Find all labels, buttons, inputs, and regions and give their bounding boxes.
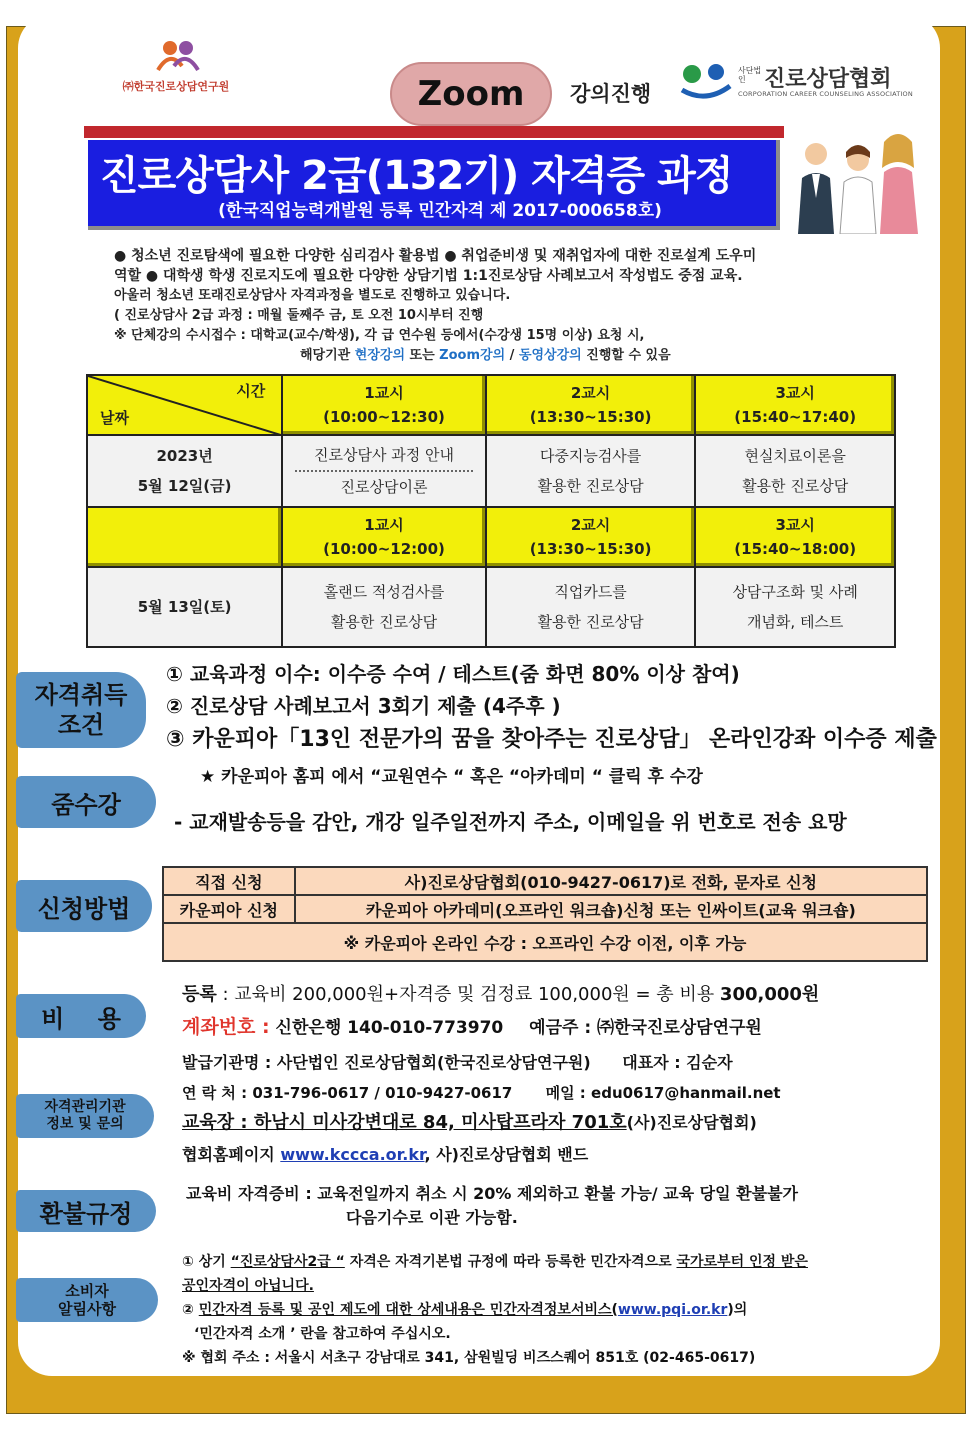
ceo-name: 대표자 : 김순자 (622, 1053, 733, 1072)
intro-line: ( 진로상담사 2급 과정 : 매월 둘째주 금, 토 오전 10시부터 진행 (114, 308, 484, 323)
session-line: 홀랜드 적성검사를 (323, 583, 445, 601)
right-logo (678, 60, 918, 108)
homepage-info (182, 1142, 588, 1165)
refund-line: 다음기수로 이관 가능함. (346, 1208, 518, 1227)
issuer-name: 발급기관명 : 사단법인 진로상담협회(한국진로상담연구원) (182, 1053, 591, 1072)
section-refund-label: 환불규정 (16, 1190, 156, 1232)
venue-address: 교육장 : 하남시 미사강변대로 84, 미사탑프라자 701호 (182, 1112, 627, 1133)
section-zoom-label: 줌수강 (16, 776, 156, 828)
period-name: 1교시 (364, 516, 404, 534)
period-header (486, 507, 696, 567)
zoom-shipping-note: - 교재발송등을 감안, 개강 일주일전까지 주소, 이메일을 위 번호로 전송 요망 (174, 810, 847, 834)
apply-table (162, 866, 928, 962)
notice-address: ※ 협회 주소 : 서울시 서초구 강남대로 341, 삼원빌딩 비즈스퀘어 851호 (02-465-0617) (182, 1350, 756, 1366)
apply-method-label: 카운피아 신청 (163, 895, 295, 923)
people-illustration-icon (786, 128, 928, 234)
session-cell (695, 567, 895, 647)
session-line: 활용한 진로상담 (742, 477, 849, 495)
pill-line: 정보 및 문의 (46, 1116, 124, 1132)
option-zoom: Zoom강의 (439, 348, 506, 363)
date-day: 5월 13일(토) (137, 598, 232, 616)
session-line: 진로상담사 과정 안내 (314, 446, 454, 464)
section-apply-label: 신청방법 (16, 880, 152, 932)
refund-policy (186, 1182, 798, 1230)
period-header (695, 375, 895, 435)
notice-text: )의 (727, 1302, 748, 1318)
section-contact-label (16, 1094, 154, 1138)
notice-text: 자격은 자격기본법 규정에 따라 등록한 민간자격으로 (344, 1254, 677, 1270)
corner-date-label: 날짜 (100, 409, 129, 427)
intro-text-part: 해당기관 (300, 348, 355, 363)
period-name: 3교시 (775, 516, 815, 534)
left-logo-name: ㈜한국진로상담연구원 (122, 80, 230, 93)
people-circle-logo-icon (152, 36, 204, 76)
session-cell (282, 567, 486, 647)
intro-text (114, 246, 914, 366)
apply-online-note: ※ 카운피아 온라인 수강 : 오프라인 수강 이전, 이후 가능 (163, 923, 927, 961)
requirement-1: ① 교육과정 이수: 이수증 수여 / 테스트(줌 화면 80% 이상 참여) (166, 662, 740, 686)
schedule-day2-row (87, 567, 895, 647)
schedule-day1-row (87, 435, 895, 507)
pill-line: 알림사항 (58, 1300, 116, 1318)
homepage-link[interactable]: www.kccca.or.kr (280, 1145, 425, 1164)
section-consumer-label (16, 1278, 158, 1322)
account-label: 계좌번호 : (182, 1016, 270, 1038)
session-line: 현실치료이론을 (744, 447, 846, 465)
notice-course-name: “진로상담사2급 “ (230, 1254, 345, 1270)
section-cost-label: 비 용 (16, 994, 146, 1038)
intro-line: 역할 ● 대학생 학생 진로지도에 필요한 다양한 상담기법 1:1진로상담 사례보고서 작성법도 중점 교육. (114, 268, 743, 284)
pill-line: 조건 (57, 711, 105, 739)
period-header (695, 507, 895, 567)
right-logo-prefix: 사단법인 (738, 66, 762, 84)
contact-email[interactable]: 메일 : edu0617@hanmail.net (545, 1084, 781, 1102)
session-line: 개념화, 테스트 (746, 613, 844, 631)
session-line: 활용한 진로상담 (537, 613, 644, 631)
apply-method-value: 카운피아 아카데미(오프라인 워크숍)신청 또는 인싸이트(교육 워크숍) (295, 895, 927, 923)
registration-cost (182, 980, 819, 1006)
empty-header-cell (87, 507, 282, 567)
period-name: 2교시 (570, 516, 611, 534)
notice-line (182, 1250, 926, 1274)
intro-text-part: 진행할 수 있음 (581, 348, 671, 363)
title-red-strip (84, 126, 784, 138)
course-title: 진로상담사 2급(132기) 자격증 과정 (100, 153, 733, 199)
date-cell (87, 567, 282, 647)
date-day: 5월 12일(금) (137, 477, 232, 495)
session-cell (486, 435, 696, 507)
session-line: 상담구조화 및 사례 (732, 583, 858, 601)
schedule-header-row (87, 375, 895, 435)
notice-line (182, 1298, 926, 1322)
lecture-mode-label: 강의진행 (570, 82, 652, 106)
account-value: 신한은행 140-010-773970 (269, 1018, 504, 1038)
course-registration: (한국직업능력개발원 등록 민간자격 제 2017-000658호) (218, 201, 662, 221)
period-header (282, 375, 486, 435)
session-line: 다중지능검사를 (539, 447, 642, 465)
requirement-3: ③ 카운피아「13인 전문가의 꿈을 찾아주는 진로상담」 온라인강좌 이수증 제출 (166, 727, 937, 752)
session-cell (282, 435, 486, 507)
period-time: (13:30~15:30) (529, 540, 652, 558)
notice-underlined: 민간자격 등록 및 공인 제도에 대한 상세내용은 민간자격정보서비스( (198, 1302, 618, 1318)
period-header (282, 507, 486, 567)
period-time: (10:00~12:00) (323, 540, 445, 558)
right-logo-name: 진로상담협회 (764, 67, 892, 92)
period-header (486, 375, 696, 435)
session-line: 진로상담이론 (295, 470, 473, 502)
registration-detail: : 교육비 200,000원+자격증 및 검정료 100,000원 = 총 비용 (216, 984, 720, 1005)
homepage-label: 협회홈페이지 (182, 1145, 281, 1164)
apply-method-value: 사)진로상담협회(010-9427-0617)로 전화, 문자로 신청 (295, 867, 927, 895)
intro-line: ● 청소년 진로탐색에 필요한 다양한 심리검사 활용법 ● 취업준비생 및 재취업자에 대한 진로설계 도우미 (114, 248, 757, 264)
notice-text: ② (182, 1302, 199, 1318)
left-logo (114, 36, 238, 96)
corner-time-label: 시간 (236, 382, 266, 400)
notice-line: 공인자격이 아닙니다. (182, 1278, 314, 1294)
session-line: 활용한 진로상담 (537, 477, 644, 495)
association-logo-icon (678, 60, 734, 100)
account-holder: 예금주 : ㈜한국진로상담연구원 (529, 1018, 762, 1038)
period-time: (10:00~12:30) (323, 408, 445, 426)
pill-line: 소비자 (65, 1282, 109, 1300)
pill-line: 자격취득 (34, 681, 128, 709)
date-cell (87, 435, 282, 507)
notice-text: ① 상기 (182, 1254, 231, 1270)
date-year: 2023년 (156, 447, 213, 465)
pqi-link[interactable]: www.pqi.or.kr (617, 1302, 728, 1318)
contact-info (182, 1082, 781, 1103)
period-time: (15:40~17:40) (734, 408, 857, 426)
zoom-badge: Zoom (390, 62, 552, 126)
requirement-star-note: ★ 카운피아 홈피 에서 “교원연수 “ 혹은 “아카데미 “ 클릭 후 수강 (200, 767, 703, 787)
intro-line: 아울러 청소년 또래진로상담사 자격과정을 별도로 진행하고 있습니다. (114, 288, 511, 303)
apply-row (163, 867, 927, 895)
notice-line: ‘민간자격 소개 ’ 란을 참고하여 주십시오. (194, 1326, 451, 1342)
intro-line (114, 346, 914, 366)
apply-row (163, 895, 927, 923)
pill-line: 자격관리기관 (44, 1099, 126, 1115)
apply-method-label: 직접 신청 (163, 867, 295, 895)
consumer-notice (182, 1250, 926, 1370)
intro-text-part: 또는 (405, 348, 440, 363)
schedule-table (86, 374, 896, 648)
period-name: 2교시 (570, 384, 611, 402)
session-cell (695, 435, 895, 507)
refund-line: 교육비 자격증비 : 교육전일까지 취소 시 20% 제외하고 환불 가능/ 교육 당일 환불불가 (186, 1184, 798, 1203)
venue-info (182, 1108, 757, 1134)
apply-row (163, 923, 927, 961)
homepage-tail: , 사)진로상담협회 밴드 (424, 1145, 589, 1164)
period-name: 1교시 (364, 384, 404, 402)
registration-label: 등록 (182, 984, 217, 1005)
schedule-header-row (87, 507, 895, 567)
option-video: 동영상강의 (518, 348, 582, 363)
period-time: (15:40~18:00) (734, 540, 857, 558)
issuer-info (182, 1050, 733, 1073)
session-cell (486, 567, 696, 647)
section-qualify-label (16, 672, 146, 748)
title-band (88, 140, 780, 230)
bank-account (182, 1012, 762, 1039)
notice-underlined: 국가로부터 인정 받은 (676, 1254, 808, 1270)
intro-text-part: / (505, 348, 519, 363)
period-time: (13:30~15:30) (529, 408, 652, 426)
schedule-corner-cell (87, 375, 282, 435)
option-onsite: 현장강의 (354, 348, 405, 363)
period-name: 3교시 (775, 384, 815, 402)
requirement-2: ② 진로상담 사례보고서 3회기 제출 (4주후 ) (166, 694, 561, 718)
contact-phone: 연 락 처 : 031-796-0617 / 010-9427-0617 (182, 1084, 513, 1102)
intro-line: ※ 단체강의 수시접수 : 대학교(교수/학생), 각 급 연수원 등에서(수강생 15명 이상) 요청 시, (114, 328, 645, 343)
venue-tail: (사)진로상담협회) (626, 1113, 757, 1132)
right-logo-eng: CORPORATION CAREER COUNSELING ASSOCIATION (738, 90, 913, 98)
session-line: 활용한 진로상담 (330, 613, 438, 631)
session-line: 직업카드를 (554, 583, 627, 601)
registration-total: 300,000원 (719, 984, 820, 1005)
